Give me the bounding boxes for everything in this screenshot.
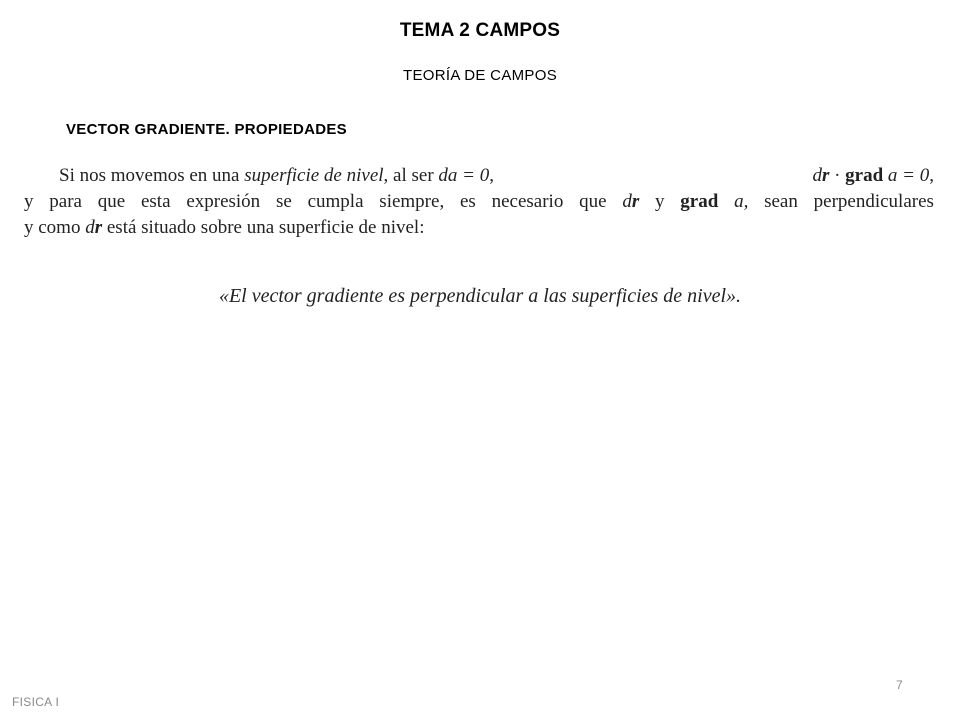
math-vector-r: r: [821, 165, 830, 186]
word: siempre,: [379, 191, 445, 212]
word: que: [579, 191, 607, 212]
text-run: ,: [929, 165, 934, 186]
math-dr: [622, 189, 639, 215]
section-heading: VECTOR GRADIENTE. PROPIEDADES: [66, 121, 347, 138]
word: esta: [140, 191, 171, 212]
math-d: d: [622, 191, 632, 212]
math-vector-r: r: [94, 217, 103, 238]
word: y: [24, 191, 34, 212]
text-run: y como: [24, 217, 86, 238]
math-a: a,: [734, 191, 749, 212]
word: que: [97, 191, 126, 212]
paragraph: [24, 163, 934, 241]
paragraph-line-1: [24, 163, 934, 189]
math-da-equals-zero: da = 0: [438, 165, 490, 186]
text-run: ,: [489, 165, 494, 186]
paragraph-line-2: [24, 189, 934, 215]
math-grad: grad: [680, 191, 719, 212]
word: perpendiculares: [813, 191, 934, 212]
conclusion-quote: «El vector gradiente es perpendicular a las superficies de nivel».: [218, 285, 742, 307]
page-number: 7: [896, 678, 903, 692]
slide-title: TEMA 2 CAMPOS: [399, 20, 561, 41]
math-d: d: [812, 165, 822, 186]
math-a-equals-zero: a = 0: [883, 165, 930, 186]
word: necesario: [491, 191, 564, 212]
math-d: d: [85, 217, 95, 238]
text-run: , al ser: [383, 165, 439, 186]
word: para: [49, 191, 82, 212]
footer-course-label: FISICA I: [12, 695, 60, 709]
math-vector-r: r: [631, 191, 640, 212]
text-run: está situado sobre una superficie de nivel:: [102, 217, 425, 238]
word: es: [459, 191, 476, 212]
word: sean: [764, 191, 798, 212]
emphasis-superficie-de-nivel: superficie de nivel: [244, 165, 384, 186]
word: y: [655, 191, 665, 212]
equation-dr-dot-grad-a: [812, 163, 934, 189]
word: cumpla: [307, 191, 364, 212]
math-grad: grad: [845, 165, 884, 186]
word: expresión: [186, 191, 261, 212]
slide-subtitle: TEORÍA DE CAMPOS: [403, 67, 557, 84]
text-run: Si nos movemos en una: [59, 165, 245, 186]
math-dot-operator: ·: [829, 165, 846, 186]
word: se: [275, 191, 292, 212]
paragraph-line-3: [24, 215, 934, 241]
